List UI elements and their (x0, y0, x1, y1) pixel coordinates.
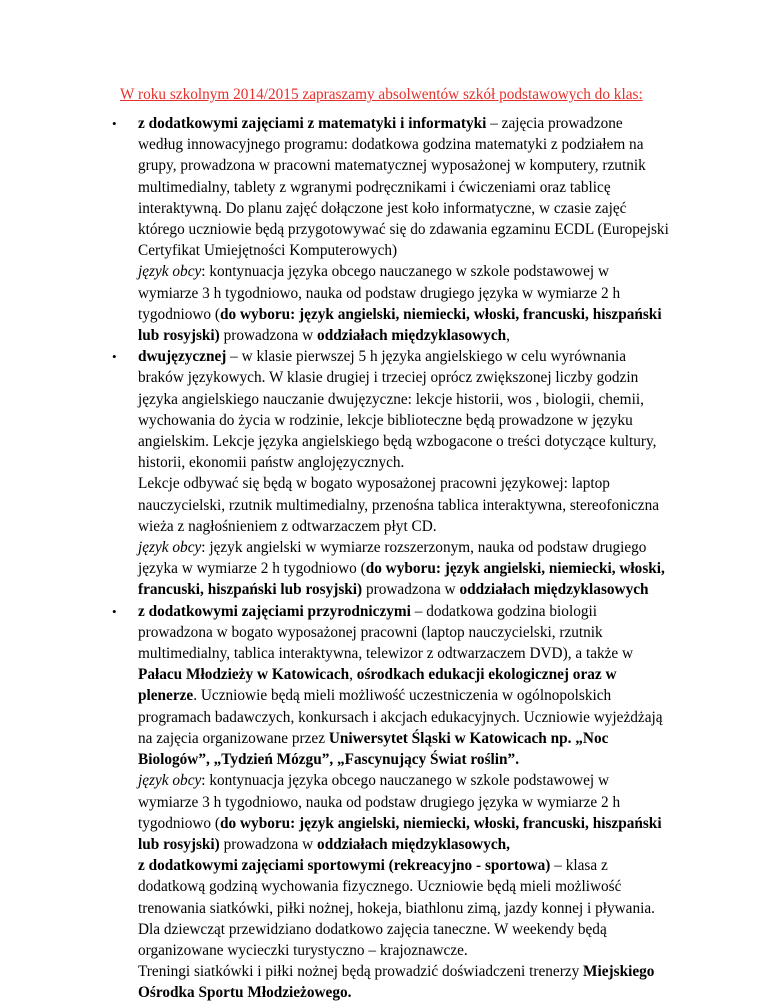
text-line (138, 813, 712, 834)
italic-text: język obcy (138, 263, 202, 281)
text-line (138, 283, 712, 304)
text-run: prowadzona w bogato wyposażonej pracowni (laptop nauczycielski, rzutnik (138, 623, 603, 641)
text-line (138, 940, 712, 961)
text-run: interaktywną. Do planu zajęć dołączone jest koło informatyczne, w czasie zajęć (138, 199, 627, 217)
text-run: historii, ekonomii państw anglojęzycznych. (138, 454, 405, 472)
text-run: wychowania do życia w rodzinie, lekcje biblioteczne będą prowadzone w języku (138, 411, 633, 429)
text-line (138, 622, 712, 643)
text-run: wymiarze 3 h tygodniowo, nauka od podstaw drugiego języka w wymiarze 2 h (138, 793, 621, 811)
bold-text: oddziałach międzyklasowych (317, 327, 507, 345)
text-run: multimedialny, tablica interaktywna, telewizor z odtwarzaczem DVD), a także w (138, 645, 634, 663)
text-line (138, 367, 712, 388)
text-run: : język angielski w wymiarze rozszerzonym, nauka od podstaw drugiego (201, 539, 647, 557)
text-line (138, 304, 712, 325)
text-line (138, 982, 712, 1003)
bold-text: lub rosyjski) (138, 327, 220, 345)
text-run: trenowania siatkówki, piłki nożnej, hokeja, biathlonu zimą, jazdy konnej i pływania. (138, 899, 655, 917)
bold-text: lub rosyjski) (138, 835, 220, 853)
text-run: według innowacyjnego programu: dodatkowa godzina matematyki z podziałem na (138, 136, 644, 154)
text-run: , (349, 666, 357, 684)
text-run: – zajęcia prowadzone (486, 115, 623, 132)
bold-text: z dodatkowymi zajęciami sportowymi (rekreacyjno - sportowa) (138, 857, 551, 875)
text-line (138, 919, 712, 940)
text-line (138, 219, 712, 240)
text-run: : kontynuacja języka obcego nauczanego w szkole podstawowej w (201, 263, 610, 281)
text-run: Treningi siatkówki i piłki nożnej będą prowadzić doświadczeni trenerzy (138, 963, 584, 981)
text-line (138, 770, 712, 791)
text-line (138, 558, 712, 579)
text-line (138, 749, 712, 770)
text-run: : kontynuacja języka obcego nauczanego w szkole podstawowej w (201, 772, 610, 790)
bold-text: z dodatkowymi zajęciami z matematyki i informatyki (138, 115, 487, 132)
text-run: – klasa z (550, 857, 608, 875)
text-run: – dodatkowa godzina biologii (410, 602, 597, 620)
text-line (138, 579, 712, 600)
text-line (138, 537, 712, 558)
text-line (138, 240, 712, 261)
text-line (138, 664, 712, 685)
text-line (138, 834, 712, 855)
text-line (138, 452, 712, 473)
text-run: prowadzona w (219, 835, 318, 853)
text-run: grupy, prowadzona w pracowni matematycznej wyposażonej w komputery, rzutnik (138, 157, 646, 175)
text-run: multimedialny, tablety z wgranymi podręcznikami i ćwiczeniami oraz tablicę (138, 178, 611, 196)
bold-text: Biologów”, „Tydzień Mózgu”, „Fascynujący Świat roślin”. (138, 751, 520, 769)
text-run: prowadzona w (219, 327, 318, 345)
bullet-icon: • (112, 603, 117, 619)
text-run: wieża z nagłośnieniem z odtwarzaczem płyt CD. (138, 517, 437, 535)
bold-text: oddziałach międzyklasowych (459, 581, 649, 599)
text-run: tygodniowo ( (138, 305, 221, 323)
text-line (138, 876, 712, 897)
italic-text: język obcy (138, 539, 202, 557)
text-run: nauczycielski, rzutnik multimedialny, przenośna tablica interaktywna, stereofoniczna (138, 496, 660, 514)
bold-text: Uniwersytet Śląski w Katowicach np. „Noc (328, 729, 609, 747)
bold-text: Pałacu Młodzieży w Katowicach (138, 666, 350, 684)
bold-text: Miejskiego (583, 963, 655, 981)
text-line (138, 707, 712, 728)
bold-text: francuski, hiszpański lub rosyjski) (138, 581, 363, 599)
class-offer-list (112, 113, 712, 1004)
bold-text: Ośrodka Sportu Młodzieżowego. (138, 984, 352, 1002)
text-run: braków językowych. W klasie drugiej i trzeciej oprócz zwiększonej liczby godzin (138, 369, 639, 387)
text-run: angielskim. Lekcje języka angielskiego będą wzbogacone o treści dotyczące kultury, (138, 433, 657, 451)
text-line (138, 134, 712, 155)
text-line (138, 155, 712, 176)
text-run: prowadzona w (362, 581, 460, 599)
list-item (112, 346, 712, 600)
bold-text: dwujęzycznej (138, 348, 227, 366)
text-run: wymiarze 3 h tygodniowo, nauka od podstaw drugiego języka w wymiarze 2 h (138, 284, 621, 302)
bullet-icon: • (112, 349, 117, 365)
bold-text: z dodatkowymi zajęciami przyrodniczymi (138, 602, 411, 620)
text-line (138, 516, 712, 537)
bold-text: plenerze (138, 687, 194, 705)
text-line (138, 198, 712, 219)
text-run: na zajęcia organizowane przez (138, 729, 329, 747)
text-run: – w klasie pierwszej 5 h języka angielskiego w celu wyrównania (226, 348, 627, 366)
text-line (138, 855, 712, 876)
list-item (112, 113, 712, 346)
text-run: programach badawczych, konkursach i akcjach edukacyjnych. Uczniowie wyjeżdżają (138, 708, 663, 726)
list-item (112, 601, 712, 1004)
text-line (138, 261, 712, 282)
text-line (138, 643, 712, 664)
text-run: . Uczniowie będą mieli możliwość uczestniczenia w ogólnopolskich (193, 687, 612, 705)
text-line (138, 728, 712, 749)
text-line (138, 389, 712, 410)
text-run: , (506, 327, 510, 345)
text-line (138, 898, 712, 919)
text-line (138, 792, 712, 813)
bold-text: do wyboru: język angielski, niemiecki, włoski, francuski, hiszpański (220, 305, 662, 323)
bullet-icon: • (112, 116, 117, 131)
text-run: organizowane wycieczki turystyczno – krajoznawcze. (138, 941, 468, 959)
text-run: Certyfikat Umiejętności Komputerowych) (138, 242, 398, 260)
text-line (138, 325, 712, 346)
text-run: którego uczniowie będą przygotowywać się do zdawania egzaminu ECDL (Europejski (138, 221, 669, 239)
document-heading: W roku szkolnym 2014/2015 zapraszamy absolwentów szkół podstawowych do klas: (120, 86, 643, 103)
bold-text: do wyboru: język angielski, niemiecki, włoski, francuski, hiszpański (220, 814, 662, 832)
text-run: Lekcje odbywać się będą w bogato wyposażonej pracowni językowej: laptop (138, 475, 610, 493)
bold-text: do wyboru: język angielski, niemiecki, włoski, (365, 560, 665, 578)
text-run: tygodniowo ( (138, 814, 221, 832)
text-line (138, 685, 712, 706)
text-run: dodatkową godziną wychowania fizycznego. Uczniowie będą mieli możliwość (138, 878, 622, 896)
text-line (138, 346, 712, 367)
italic-text: język obcy (138, 772, 202, 790)
text-line (138, 113, 712, 134)
text-line (138, 473, 712, 494)
text-run: Dla dziewcząt przewidziano dodatkowo zajęcia taneczne. W weekendy będą (138, 920, 607, 938)
text-line (138, 177, 712, 198)
text-line (138, 601, 712, 622)
text-line (138, 431, 712, 452)
text-run: języka angielskiego nauczanie dwujęzyczne: lekcje historii, wos , biologii, chemii, (138, 390, 644, 408)
text-line (138, 961, 712, 982)
text-line (138, 495, 712, 516)
text-line (138, 410, 712, 431)
bold-text: ośrodkach edukacji ekologicznej oraz w (356, 666, 617, 684)
bold-text: oddziałach międzyklasowych, (317, 835, 510, 853)
text-run: języka w wymiarze 2 h tygodniowo ( (138, 560, 366, 578)
